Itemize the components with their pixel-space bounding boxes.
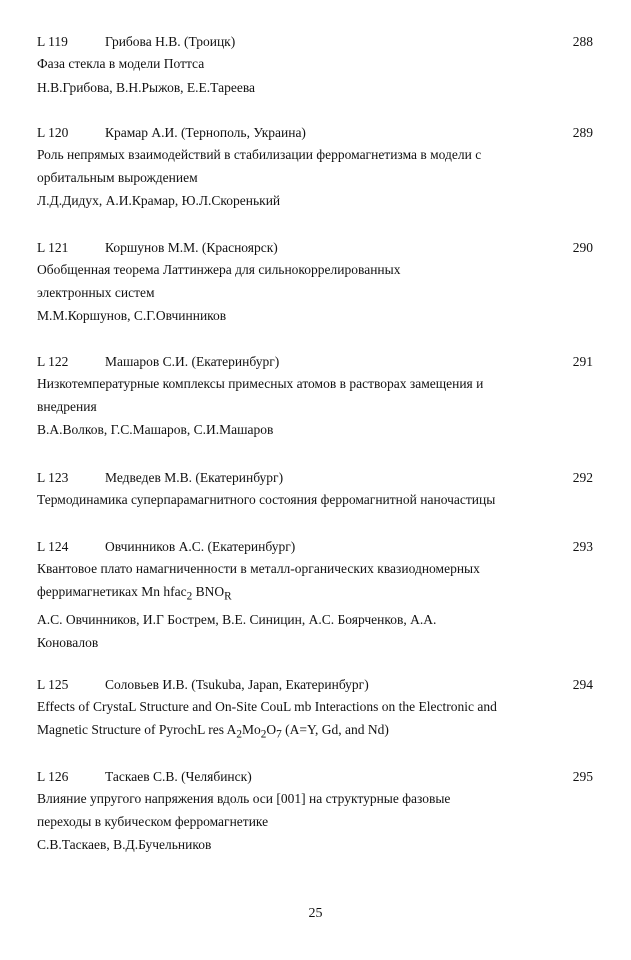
subscript: R [224,590,232,603]
entry-l125 [37,674,597,746]
entry-title-line: переходы в кубическом ферромагнетике [37,813,269,829]
subscript: 2 [260,728,267,741]
title-text: (A=Y, Gd, and Nd) [281,721,389,737]
entry-presenter: Грибова Н.В. (Троицк) [105,34,236,49]
entry-title-line: Роль непрямых взаимодействий в стабилизации ферромагнетизма в модели с [37,147,482,162]
entry-page-number: 288 [572,34,593,49]
entry-presenter: Медведев М.В. (Екатеринбург) [105,470,284,485]
entry-title-line: орбитальным вырождением [37,169,198,185]
entry-header [37,766,597,788]
entry-title-line: Квантовое плато намагниченности в металл-органических квазиодномерных [37,561,480,576]
entry-l122 [37,351,597,441]
entry-code: L 121 [37,240,69,255]
entry-l124 [37,536,597,654]
subscript: 7 [276,728,282,741]
title-text: O [266,721,277,737]
entry-code: L 120 [37,125,69,140]
entry-title: Фаза стекла в модели Поттса [37,56,205,71]
entry-authors-line: А.С. Овчинников, И.Г Бострем, В.Е. Синицин, А.С. Боярченков, А.А. [37,611,437,627]
entry-presenter: Коршунов М.М. (Красноярск) [105,240,278,255]
entry-l121 [37,237,597,327]
entry-title-line: Effects of CrystaL Structure and On-Site CouL mb Interactions on the Electronic and [37,699,497,714]
entry-title-line: внедрения [37,398,97,414]
entry-authors: В.А.Волков, Г.С.Машаров, С.И.Машаров [37,422,274,437]
entry-code: L 122 [37,354,69,369]
subscript: 2 [236,728,242,741]
entry-code: L 126 [37,769,69,784]
entry-title-line: Влияние упругого напряжения вдоль оси [001] на структурные фазовые [37,791,451,806]
entry-presenter: Соловьев И.В. (Tsukuba, Japan, Екатеринбург) [105,677,369,692]
title-text: Mo [241,721,261,737]
entry-title: Термодинамика суперпарамагнитного состояния ферромагнитной наночастицы [37,492,496,507]
entry-l120 [37,122,597,212]
entry-header [37,467,597,489]
page-number-footer: 25 [308,906,323,921]
entry-code: L 124 [37,539,69,554]
entry-code: L 123 [37,470,69,485]
entry-authors-line: Коновалов [37,634,99,650]
title-text: ферримагнетиках Mn hfac [37,583,187,599]
entry-page-number: 290 [572,240,593,255]
entry-presenter: Таскаев С.В. (Челябинск) [105,769,252,784]
entry-page-number: 295 [572,769,593,784]
entry-code: L 119 [37,34,68,49]
entry-l126 [37,766,597,856]
entry-title-line: Обобщенная теорема Латтинжера для сильнокоррелированных [37,262,401,277]
entry-page-number: 292 [572,470,593,485]
subscript: 2 [186,590,193,603]
entry-page-number: 294 [572,677,593,692]
entry-header [37,237,597,259]
entry-title-line [37,581,597,608]
entry-title-line: электронных систем [37,284,155,300]
entry-header [37,674,597,696]
entry-code: L 125 [37,677,69,692]
title-text: BNO [192,583,225,599]
entry-l119 [37,31,597,99]
entry-presenter: Овчинников А.С. (Екатеринбург) [105,539,296,554]
entry-presenter: Машаров С.И. (Екатеринбург) [105,354,280,369]
entry-authors: Н.В.Грибова, В.Н.Рыжов, Е.Е.Тареева [37,79,256,95]
entry-l123 [37,467,597,512]
entry-title-line: Низкотемпературные комплексы примесных атомов в растворах замещения и [37,376,484,391]
entry-header [37,536,597,558]
entry-authors: М.М.Коршунов, С.Г.Овчинников [37,308,227,323]
entry-page-number: 289 [572,125,593,140]
entry-header [37,351,597,373]
entry-title-line [37,719,597,746]
entry-authors: Л.Д.Дидух, А.И.Крамар, Ю.Л.Скоренький [37,193,281,208]
entry-header [37,122,597,144]
entry-presenter: Крамар А.И. (Тернополь, Украина) [105,125,306,140]
entry-authors: С.В.Таскаев, В.Д.Бучельников [37,837,212,852]
entry-page-number: 291 [572,354,593,369]
entry-page-number: 293 [572,539,593,554]
title-text: Magnetic Structure of PyrochL res A [37,721,237,737]
entry-header [37,31,597,53]
